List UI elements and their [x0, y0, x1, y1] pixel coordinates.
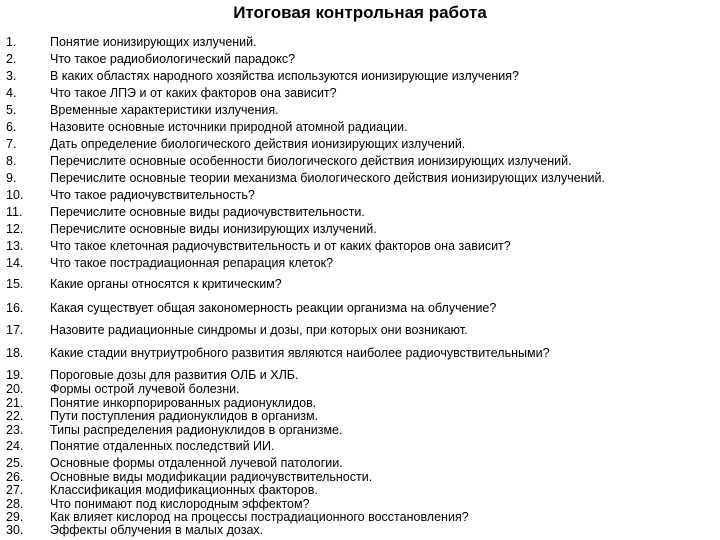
question-number: 23. [6, 423, 24, 437]
question-text: Что такое радиочувствительность? [50, 188, 255, 202]
question-number: 12. [6, 222, 24, 236]
question-text: Основные виды модификации радиочувствительности. [50, 470, 373, 484]
question-number: 25. [6, 456, 24, 470]
question-number: 10. [6, 188, 24, 202]
question-number: 24. [6, 439, 24, 453]
question-text: Как влияет кислород на процессы пострадиационного восстановления? [50, 510, 469, 524]
question-number: 5. [6, 103, 17, 117]
question-text: Перечислите основные теории механизма биологического действия ионизирующих излучений. [50, 171, 605, 185]
question-number: 6. [6, 120, 17, 134]
question-number: 20. [6, 382, 24, 396]
question-number: 4. [6, 86, 17, 100]
question-text: Что такое радиобиологический парадокс? [50, 52, 296, 66]
question-text: Эффекты облучения в малых дозах. [50, 523, 264, 537]
question-number: 19. [6, 368, 24, 382]
question-text: Дать определение биологического действия ионизирующих излучений. [50, 137, 466, 151]
question-number: 18. [6, 346, 24, 360]
question-text: Формы острой лучевой болезни. [50, 382, 240, 396]
question-number: 8. [6, 154, 17, 168]
question-text: Классификация модификационных факторов. [50, 483, 318, 497]
question-text: Временные характеристики излучения. [50, 103, 279, 117]
question-number: 21. [6, 396, 24, 410]
question-number: 29. [6, 510, 24, 524]
question-number: 9. [6, 171, 17, 185]
question-number: 16. [6, 301, 24, 315]
question-number: 7. [6, 137, 17, 151]
question-number: 28. [6, 497, 24, 511]
page-title: Итоговая контрольная работа [233, 3, 487, 22]
question-text: Перечислите основные виды ионизирующих излучений. [50, 222, 377, 236]
question-number: 14. [6, 256, 24, 270]
question-text: Что такое клеточная радиочувствительность и от каких факторов она зависит? [50, 239, 511, 253]
question-number: 30. [6, 523, 24, 537]
question-text: Какая существует общая закономерность реакции организма на облучение? [50, 301, 497, 315]
question-number: 26. [6, 470, 24, 484]
question-text: Основные формы отдаленной лучевой патологии. [50, 456, 343, 470]
question-text: Назовите радиационные синдромы и дозы, при которых они возникают. [50, 323, 468, 337]
question-number: 22. [6, 409, 24, 423]
question-number: 1. [6, 35, 17, 49]
question-number: 2. [6, 52, 17, 66]
question-text: Что такое пострадиационная репарация клеток? [50, 256, 334, 270]
question-text: Что понимают под кислородным эффектом? [50, 497, 310, 511]
question-number: 15. [6, 277, 24, 291]
question-text: Какие органы относятся к критическим? [50, 277, 282, 291]
question-number: 13. [6, 239, 24, 253]
question-text: Типы распределения радионуклидов в организме. [50, 423, 343, 437]
question-text: Какие стадии внутриутробного развития являются наиболее радиочувствительными? [50, 346, 550, 360]
question-text: Назовите основные источники природной атомной радиации. [50, 120, 408, 134]
question-number: 11. [6, 205, 23, 219]
question-number: 17. [6, 323, 24, 337]
question-number: 3. [6, 69, 17, 83]
question-text: Понятие инкорпорированных радионуклидов. [50, 396, 317, 410]
question-text: Понятие ионизирующих излучений. [50, 35, 257, 49]
question-text: Пороговые дозы для развития ОЛБ и ХЛБ. [50, 368, 299, 382]
question-text: Понятие отдаленных последствий ИИ. [50, 439, 275, 453]
question-text: Пути поступления радионуклидов в организм. [50, 409, 319, 423]
question-text: Перечислите основные виды радиочувствительности. [50, 205, 365, 219]
question-number: 27. [6, 483, 24, 497]
question-text: В каких областях народного хозяйства используются ионизирующие излучения? [50, 69, 519, 83]
question-text: Что такое ЛПЭ и от каких факторов она зависит? [50, 86, 337, 100]
question-text: Перечислите основные особенности биологического действия ионизирующих излучений. [50, 154, 572, 168]
